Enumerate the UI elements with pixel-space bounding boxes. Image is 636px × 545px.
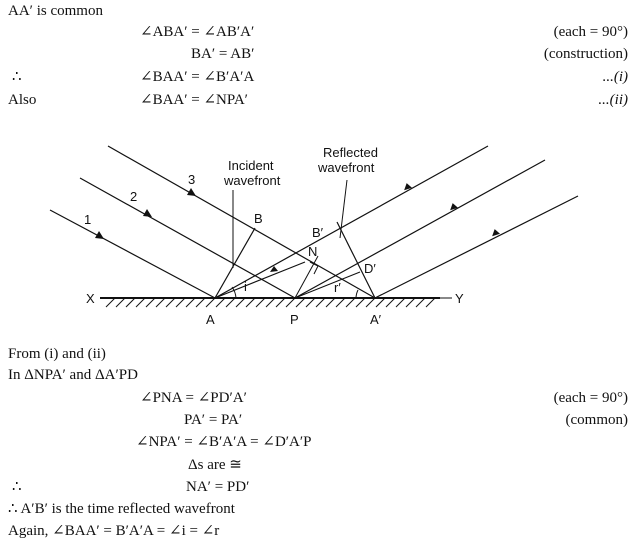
point-d-prime-label: D′ — [364, 261, 376, 276]
secondary-ray — [215, 262, 305, 298]
therefore-symbol: ∴ — [12, 69, 22, 85]
proof-statement: PA′ = PA′ — [184, 412, 243, 428]
point-b-prime-label: B′ — [312, 225, 324, 240]
proof-statement: BA′ = AB′ — [191, 46, 255, 62]
proof-statement: ∠PNA = ∠PD′A′ — [140, 390, 247, 406]
proof-reason: (construction) — [543, 46, 628, 62]
also-label: Also — [8, 92, 37, 108]
reflected-label-line1: Reflected — [323, 145, 378, 160]
proof-reason: (each = 90°) — [553, 24, 628, 40]
point-a-prime-label: A′ — [370, 312, 382, 327]
angle-r-prime-label: r′ — [334, 280, 341, 295]
point-n-label: N — [308, 244, 318, 259]
point-a-label: A — [206, 312, 215, 327]
ray-number-1: 1 — [84, 212, 92, 227]
reflecting-surface — [100, 298, 452, 307]
proof-line-aa-common: AA′ is common — [8, 3, 103, 19]
point-y-label: Y — [455, 291, 464, 306]
proof-statement: NA′ = PD′ — [186, 479, 250, 495]
incident-arrowheads — [95, 188, 196, 239]
ray-number-3: 3 — [188, 172, 196, 187]
point-p-label: P — [290, 312, 299, 327]
reflected-wavefront-pointer — [340, 180, 347, 238]
proof-statement: Δs are ≅ — [188, 457, 242, 473]
angle-r-arc — [356, 290, 358, 298]
proof-statement: ∠BAA′ = ∠NPA′ — [140, 92, 248, 108]
angle-conclusion: Again, ∠BAA′ = B′A′A = ∠i = ∠r — [8, 523, 220, 539]
angle-i-arc — [232, 287, 236, 298]
ray-number-2: 2 — [130, 189, 138, 204]
in-triangles-line: In ΔNPA′ and ΔA′PD — [8, 367, 138, 383]
from-line: From (i) and (ii) — [8, 346, 106, 362]
proof-statement: ∠ABA′ = ∠AB′A′ — [140, 24, 255, 40]
therefore-symbol: ∴ — [12, 479, 22, 495]
point-x-label: X — [86, 291, 95, 306]
reflected-label-line2: wavefront — [318, 160, 375, 175]
wavefront-conclusion: ∴ A′B′ is the time reflected wavefront — [8, 501, 235, 517]
incident-label-line2: wavefront — [224, 173, 281, 188]
point-b-label: B — [254, 211, 263, 226]
segment-pd — [295, 272, 360, 298]
proof-statement: ∠BAA′ = ∠B′A′A — [140, 69, 255, 85]
incident-label-line1: Incident — [228, 158, 274, 173]
proof-statement: ∠NPA′ = ∠B′A′A = ∠D′A′P — [136, 434, 312, 450]
equation-ref-i: ...(i) — [602, 69, 628, 85]
angle-i-label: i — [244, 279, 247, 294]
proof-reason: (each = 90°) — [553, 390, 628, 406]
proof-reason: (common) — [565, 412, 628, 428]
reflected-arrowheads — [404, 183, 500, 237]
equation-ref-ii: ...(ii) — [598, 92, 628, 108]
